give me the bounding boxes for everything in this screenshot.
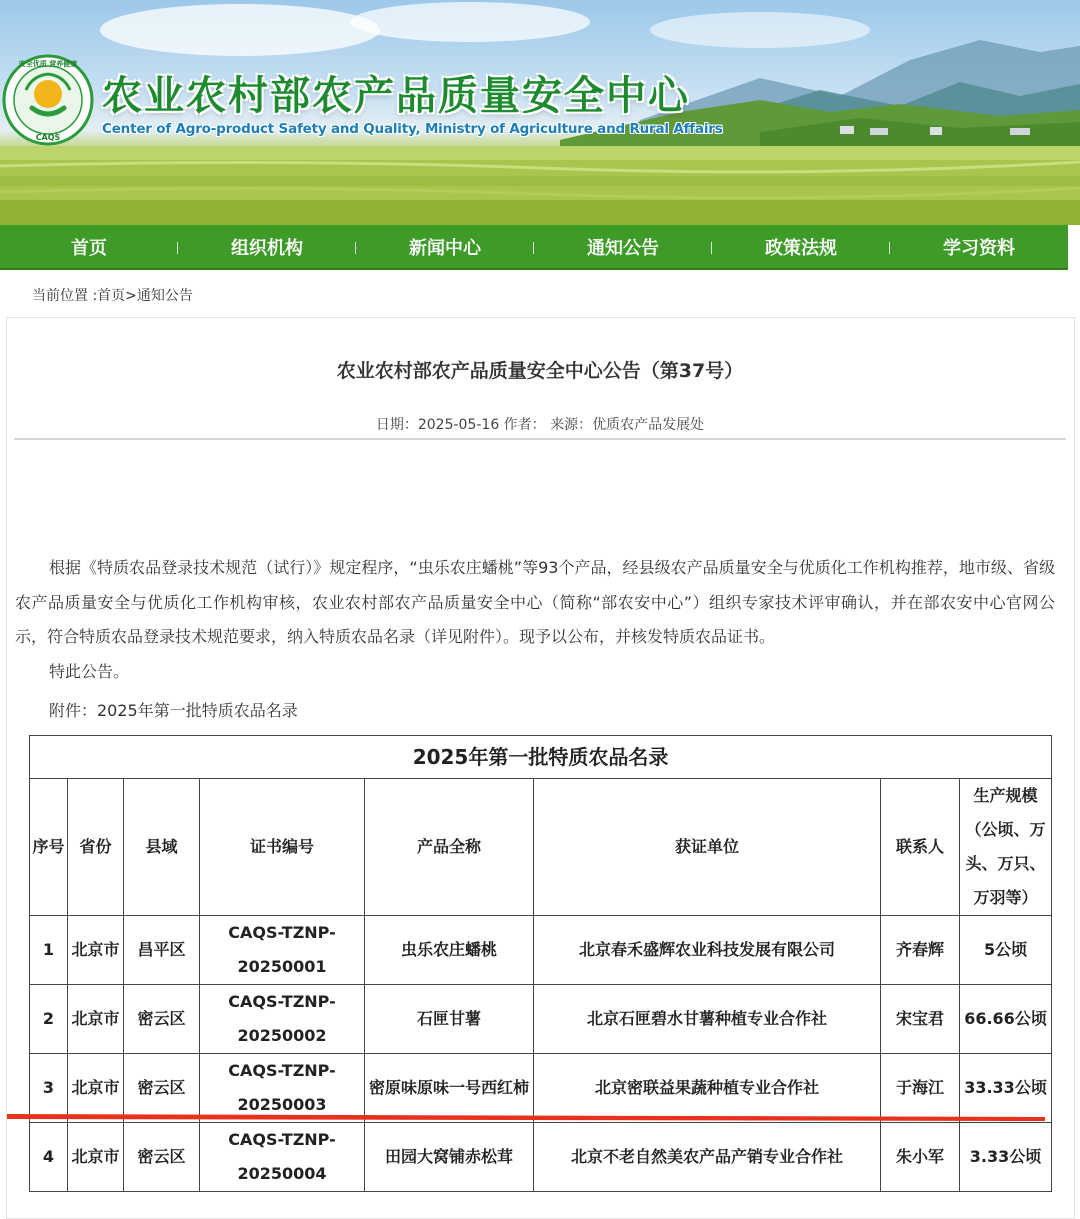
cell-cert: CAQS-TZNP-20250002 bbox=[200, 985, 365, 1054]
cell-county: 昌平区 bbox=[124, 916, 200, 985]
cell-cert: CAQS-TZNP-20250001 bbox=[200, 916, 365, 985]
cell-province: 北京市 bbox=[68, 1123, 124, 1192]
cell-county: 密云区 bbox=[124, 1123, 200, 1192]
cell-unit: 北京石匣碧水甘薯种植专业合作社 bbox=[534, 985, 881, 1054]
header-county: 县域 bbox=[124, 779, 200, 916]
cell-product: 石匣甘薯 bbox=[365, 985, 534, 1054]
table-header-row bbox=[30, 779, 1052, 916]
product-list-table bbox=[29, 735, 1052, 1192]
cell-scale: 66.66公顷 bbox=[960, 985, 1052, 1054]
svg-text:CAQS: CAQS bbox=[35, 133, 61, 142]
cell-contact: 朱小军 bbox=[881, 1123, 960, 1192]
cell-scale: 5公顷 bbox=[960, 916, 1052, 985]
cell-no: 1 bbox=[30, 916, 68, 985]
nav-item-policy[interactable]: 政策法规 bbox=[712, 225, 890, 268]
red-annotation-stroke bbox=[7, 1111, 1045, 1121]
cell-product: 密原味原味一号西红柿 bbox=[365, 1054, 534, 1123]
header-unit: 获证单位 bbox=[534, 779, 881, 916]
article-meta: 日期：2025-05-16 作者： 来源：优质农产品发展处 bbox=[375, 417, 705, 433]
breadcrumb bbox=[32, 285, 193, 305]
cell-contact: 齐春辉 bbox=[881, 916, 960, 985]
article-title: 农业农村部农产品质量安全中心公告（第37号） bbox=[336, 360, 744, 382]
header-cert: 证书编号 bbox=[200, 779, 365, 916]
cell-no: 3 bbox=[30, 1054, 68, 1123]
header-province: 省份 bbox=[68, 779, 124, 916]
table-row bbox=[30, 985, 1052, 1054]
article-body-paragraph: 根据《特质农品登录技术规范（试行）》规定程序，“虫乐农庄蟠桃”等93个产品，经县级农产品质量安全与优质化工作机构推荐，地市级、省级农产品质量安全与优质化工作机构审核，农业农村部农产品质量安全中心（简称“部农安中心”）组织专家技术评审确认，并在部农安中心官网公示，符合特质农品登录技术规范要求，纳入特质农品名录（详见附件）。现予以公布，并核发特质农品证书。 bbox=[15, 558, 1055, 646]
title-divider bbox=[14, 438, 1066, 440]
breadcrumb-separator: > bbox=[125, 288, 137, 304]
cell-province: 北京市 bbox=[68, 916, 124, 985]
cell-unit: 北京春禾盛辉农业科技发展有限公司 bbox=[534, 916, 881, 985]
cell-no: 2 bbox=[30, 985, 68, 1054]
article-attachment-line: 附件：2025年第一批特质农品名录 bbox=[49, 701, 298, 720]
site-subtitle-en: Center of Agro-product Safety and Quality, Ministry of Agriculture and Rural Affairs bbox=[102, 121, 723, 137]
breadcrumb-current-link[interactable]: 通知公告 bbox=[136, 288, 193, 304]
cell-scale: 3.33公顷 bbox=[960, 1123, 1052, 1192]
breadcrumb-prefix: 当前位置 : bbox=[32, 288, 98, 304]
cell-contact: 于海江 bbox=[881, 1054, 960, 1123]
header-banner bbox=[0, 0, 1080, 226]
cell-product: 虫乐农庄蟠桃 bbox=[365, 916, 534, 985]
table-row bbox=[30, 916, 1052, 985]
nav-item-organization[interactable]: 组织机构 bbox=[178, 225, 356, 268]
nav-item-learning[interactable]: 学习资料 bbox=[943, 237, 1015, 259]
main-nav bbox=[0, 225, 1068, 270]
header-contact: 联系人 bbox=[881, 779, 960, 916]
nav-item-home[interactable]: 首页 bbox=[0, 225, 178, 268]
caqs-logo bbox=[2, 54, 94, 146]
cell-product: 田园大窝铺赤松茸 bbox=[365, 1123, 534, 1192]
breadcrumb-home-link[interactable]: 首页 bbox=[97, 288, 126, 304]
site-title: 农业农村部农产品质量安全中心 bbox=[102, 73, 690, 119]
header-product: 产品全称 bbox=[365, 779, 534, 916]
header-scale: 生产规模（公顷、万头、万只、万羽等） bbox=[960, 779, 1052, 916]
cell-county: 密云区 bbox=[124, 985, 200, 1054]
table-row bbox=[30, 1123, 1052, 1192]
cell-county: 密云区 bbox=[124, 1054, 200, 1123]
cell-cert: CAQS-TZNP-20250004 bbox=[200, 1123, 365, 1192]
article-notice-line: 特此公告。 bbox=[49, 662, 130, 681]
cell-no: 4 bbox=[30, 1123, 68, 1192]
table-caption: 2025年第一批特质农品名录 bbox=[30, 736, 1052, 779]
svg-text:安全优质 营养健康: 安全优质 营养健康 bbox=[18, 60, 78, 68]
cell-contact: 宋宝君 bbox=[881, 985, 960, 1054]
cell-scale: 33.33公顷 bbox=[960, 1054, 1052, 1123]
nav-gap bbox=[1068, 225, 1080, 270]
nav-item-news[interactable]: 新闻中心 bbox=[356, 225, 534, 268]
cell-unit: 北京密联益果蔬种植专业合作社 bbox=[534, 1054, 881, 1123]
cell-unit: 北京不老自然美农产品产销专业合作社 bbox=[534, 1123, 881, 1192]
cell-cert: CAQS-TZNP-20250003 bbox=[200, 1054, 365, 1123]
cell-province: 北京市 bbox=[68, 985, 124, 1054]
cell-province: 北京市 bbox=[68, 1054, 124, 1123]
header-no: 序号 bbox=[30, 779, 68, 916]
nav-item-notices[interactable]: 通知公告 bbox=[534, 225, 712, 268]
